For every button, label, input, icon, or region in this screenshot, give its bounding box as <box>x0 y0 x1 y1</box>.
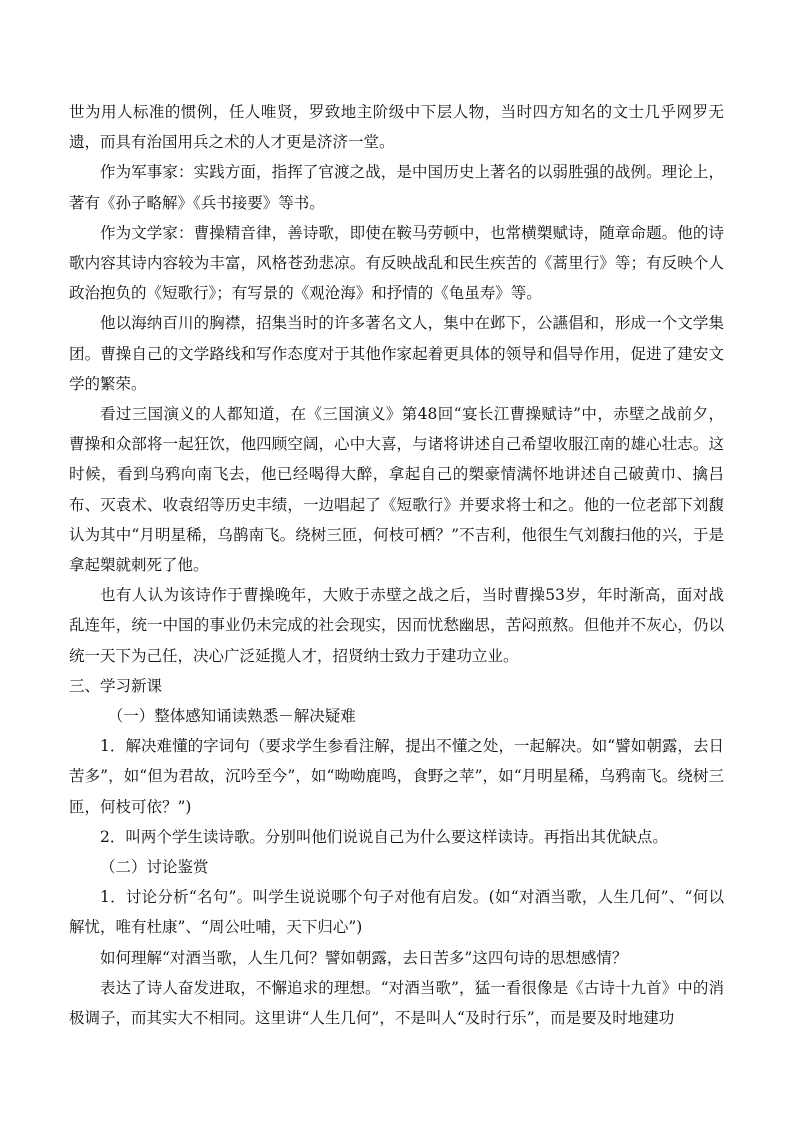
list-item-famous-lines: 1．讨论分析“名句”。叫学生说说哪个句子对他有启发。(如“对酒当歌，人生几何”、“何以解忧，唯有杜康”、“周公吐哺，天下归心”) <box>69 888 724 937</box>
paragraph-talent-policy: 世为用人标准的惯例，任人唯贤，罗致地主阶级中下层人物，当时四方知名的文士几乎网罗无遗，而具有治国用兵之术的人才更是济济一堂。 <box>69 103 724 152</box>
answer-paragraph: 表达了诗人奋发进取，不懈追求的理想。“对酒当歌”，猛一看很像是《古诗十九首》中的消极调子，而其实大不相同。这里讲“人生几何”，不是叫人“及时行乐”，而是要及时地建功 <box>69 978 724 1028</box>
list-item-difficult-words: 1．解决难懂的字词句（要求学生参看注解，提出不懂之处，一起解决。如“譬如朝露，去日苦多”，如“但为君故，沉吟至今”，如“呦呦鹿鸣，食野之苹”，如“月明星稀，乌鸦南飞。绕树三匝，何枝可依？”) <box>69 737 724 816</box>
paragraph-literature: 作为文学家：曹操精音律，善诗歌，即使在鞍马劳顿中，也常横槊赋诗，随章命题。他的诗歌内容其诗内容较为丰富，风格苍劲悲凉。有反映战乱和民生疾苦的《蒿里行》等；有反映个人政治抱负的《短歌行》；有写景的《观沧海》和抒情的《龟虽寿》等。 <box>69 223 724 303</box>
list-item-reading: 2．叫两个学生读诗歌。分别叫他们说说自己为什么要这样读诗。再指出其优缺点。 <box>100 827 668 846</box>
paragraph-romance-story: 看过三国演义的人都知道，在《三国演义》第48回“宴长江曹操赋诗”中，赤壁之战前夕，曹操和众部将一起狂饮，他四顾空阔，心中大喜，与诸将讲述自己希望收服江南的雄心壮志。这时候，看到乌鸦向南飞去，他已经喝得大醉，拿起自己的槊豪情满怀地讲述自己破黄巾、擒吕布、灭袁术、收袁绍等历史丰绩，一边唱起了《短歌行》并要求将士和之。他的一位老部下刘馥认为其中“月明星稀，乌鹊南飞。绕树三匝，何枝可栖？”不吉利，他很生气刘馥扫他的兴，于是拿起槊就刺死了他。 <box>69 405 724 575</box>
document-page <box>69 97 724 1033</box>
paragraph-military: 作为军事家：实践方面，指挥了官渡之战，是中国历史上著名的以弱胜强的战例。理论上，著有《孙子略解》《兵书接要》等书。 <box>69 163 724 212</box>
section-heading-new-lesson: 三、学习新课 <box>69 676 163 695</box>
question-paragraph: 如何理解“对酒当歌，人生几何？譬如朝露，去日苦多”这四句诗的思想感情？ <box>100 948 628 967</box>
paragraph-literary-group: 他以海纳百川的胸襟，招集当时的许多著名文人，集中在邺下，公讌倡和，形成一个文学集团。曹操自己的文学路线和写作态度对于其他作家起着更具体的领导和倡导作用，促进了建安文学的繁荣。 <box>69 314 724 393</box>
subsection-heading-overall: （一）整体感知诵读熟悉－解决疑难 <box>107 707 356 726</box>
paragraph-later-years: 也有人认为该诗作于曹操晚年，大败于赤壁之战之后，当时曹操53岁，年时渐高，面对战乱连年，统一中国的事业仍未完成的社会现实，因而忧愁幽思，苦闷煎熬。但他并不灰心，仍以统一天下为己任，决心广泛延揽人才，招贤纳士致力于建功立业。 <box>69 586 724 665</box>
subsection-heading-discussion: （二）讨论鉴赏 <box>100 858 209 877</box>
